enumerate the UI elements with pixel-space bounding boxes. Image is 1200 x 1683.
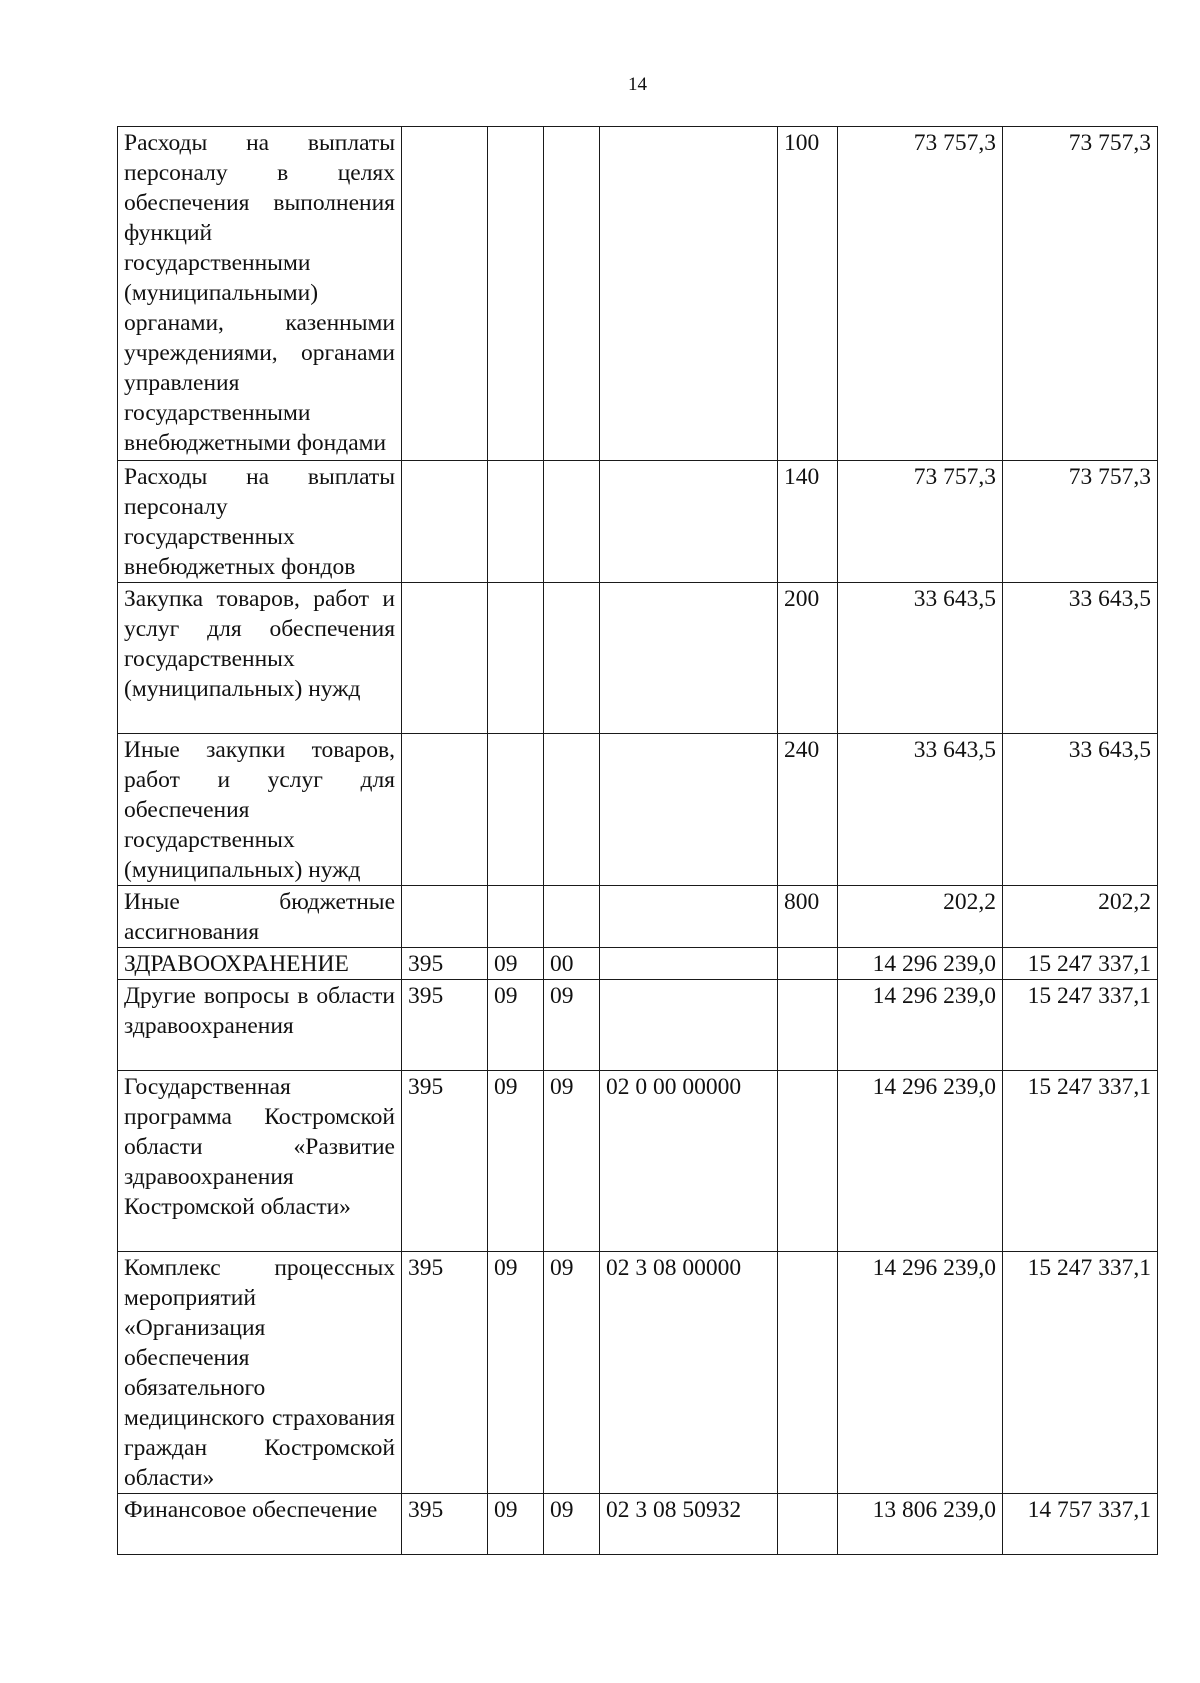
section-cell — [488, 886, 544, 948]
amount-year2-cell: 33 643,5 — [1003, 583, 1158, 734]
section-cell: 09 — [488, 1252, 544, 1494]
amount-year1-cell: 14 296 239,0 — [838, 1252, 1003, 1494]
amount-year1-cell: 14 296 239,0 — [838, 1071, 1003, 1252]
row-name-cell: Комплекс процессных мероприятий «Организация обеспечения обязательного медицинского страхования граждан Костромской области» — [118, 1252, 402, 1494]
target-article-cell — [600, 980, 778, 1071]
table-row — [118, 127, 1158, 461]
subsection-cell — [544, 127, 600, 461]
section-cell: 09 — [488, 1071, 544, 1252]
department-code-cell — [402, 734, 488, 886]
table-row — [118, 461, 1158, 583]
amount-year1-cell: 14 296 239,0 — [838, 948, 1003, 980]
budget-table — [117, 126, 1158, 1555]
row-name-cell: Иные бюджетные ассигнования — [118, 886, 402, 948]
amount-year1-cell: 73 757,3 — [838, 127, 1003, 461]
target-article-cell — [600, 461, 778, 583]
department-code-cell — [402, 461, 488, 583]
department-code-cell: 395 — [402, 1252, 488, 1494]
amount-year2-cell: 73 757,3 — [1003, 127, 1158, 461]
amount-year2-cell: 73 757,3 — [1003, 461, 1158, 583]
table-row — [118, 948, 1158, 980]
table-row — [118, 583, 1158, 734]
row-name-cell: Иные закупки товаров, работ и услуг для обеспечения государственных (муниципальных) нужд — [118, 734, 402, 886]
row-name-cell: Другие вопросы в области здравоохранения — [118, 980, 402, 1071]
table-row — [118, 980, 1158, 1071]
table-row — [118, 886, 1158, 948]
target-article-cell — [600, 583, 778, 734]
section-cell — [488, 734, 544, 886]
target-article-cell — [600, 948, 778, 980]
section-cell: 09 — [488, 948, 544, 980]
page-number: 14 — [628, 74, 647, 95]
target-article-cell: 02 3 08 00000 — [600, 1252, 778, 1494]
expense-type-cell: 100 — [778, 127, 838, 461]
amount-year2-cell: 14 757 337,1 — [1003, 1494, 1158, 1555]
subsection-cell — [544, 734, 600, 886]
department-code-cell: 395 — [402, 980, 488, 1071]
row-name-cell: ЗДРАВООХРАНЕНИЕ — [118, 948, 402, 980]
amount-year1-cell: 14 296 239,0 — [838, 980, 1003, 1071]
subsection-cell: 09 — [544, 980, 600, 1071]
row-name-cell: Закупка товаров, работ и услуг для обеспечения государственных (муниципальных) нужд — [118, 583, 402, 734]
amount-year1-cell: 13 806 239,0 — [838, 1494, 1003, 1555]
expense-type-cell: 800 — [778, 886, 838, 948]
target-article-cell: 02 0 00 00000 — [600, 1071, 778, 1252]
expense-type-cell — [778, 980, 838, 1071]
table-row — [118, 1252, 1158, 1494]
table-row — [118, 734, 1158, 886]
subsection-cell — [544, 461, 600, 583]
amount-year2-cell: 33 643,5 — [1003, 734, 1158, 886]
amount-year2-cell: 15 247 337,1 — [1003, 1071, 1158, 1252]
table-row — [118, 1071, 1158, 1252]
department-code-cell — [402, 127, 488, 461]
amount-year1-cell: 33 643,5 — [838, 583, 1003, 734]
expense-type-cell: 140 — [778, 461, 838, 583]
amount-year1-cell: 73 757,3 — [838, 461, 1003, 583]
row-name-cell: Государственная программа Костромской области «Развитие здравоохранения Костромской области» — [118, 1071, 402, 1252]
amount-year2-cell: 202,2 — [1003, 886, 1158, 948]
row-name-cell: Расходы на выплаты персоналу в целях обеспечения выполнения функций государственными (муниципальными) органами, казенными учреждениями, органами управления государственными внебюджетными фондами — [118, 127, 402, 461]
subsection-cell — [544, 886, 600, 948]
amount-year1-cell: 33 643,5 — [838, 734, 1003, 886]
section-cell: 09 — [488, 980, 544, 1071]
department-code-cell: 395 — [402, 1071, 488, 1252]
subsection-cell: 09 — [544, 1252, 600, 1494]
target-article-cell: 02 3 08 50932 — [600, 1494, 778, 1555]
expense-type-cell — [778, 1071, 838, 1252]
expense-type-cell: 200 — [778, 583, 838, 734]
amount-year1-cell: 202,2 — [838, 886, 1003, 948]
expense-type-cell — [778, 948, 838, 980]
section-cell: 09 — [488, 1494, 544, 1555]
department-code-cell: 395 — [402, 1494, 488, 1555]
department-code-cell: 395 — [402, 948, 488, 980]
subsection-cell: 09 — [544, 1071, 600, 1252]
expense-type-cell: 240 — [778, 734, 838, 886]
section-cell — [488, 127, 544, 461]
row-name-cell: Финансовое обеспечение — [118, 1494, 402, 1555]
target-article-cell — [600, 886, 778, 948]
row-name-cell: Расходы на выплаты персоналу государственных внебюджетных фондов — [118, 461, 402, 583]
subsection-cell: 09 — [544, 1494, 600, 1555]
table-row — [118, 1494, 1158, 1555]
target-article-cell — [600, 734, 778, 886]
section-cell — [488, 583, 544, 734]
expense-type-cell — [778, 1252, 838, 1494]
section-cell — [488, 461, 544, 583]
amount-year2-cell: 15 247 337,1 — [1003, 980, 1158, 1071]
subsection-cell — [544, 583, 600, 734]
expense-type-cell — [778, 1494, 838, 1555]
target-article-cell — [600, 127, 778, 461]
subsection-cell: 00 — [544, 948, 600, 980]
amount-year2-cell: 15 247 337,1 — [1003, 948, 1158, 980]
amount-year2-cell: 15 247 337,1 — [1003, 1252, 1158, 1494]
department-code-cell — [402, 583, 488, 734]
department-code-cell — [402, 886, 488, 948]
